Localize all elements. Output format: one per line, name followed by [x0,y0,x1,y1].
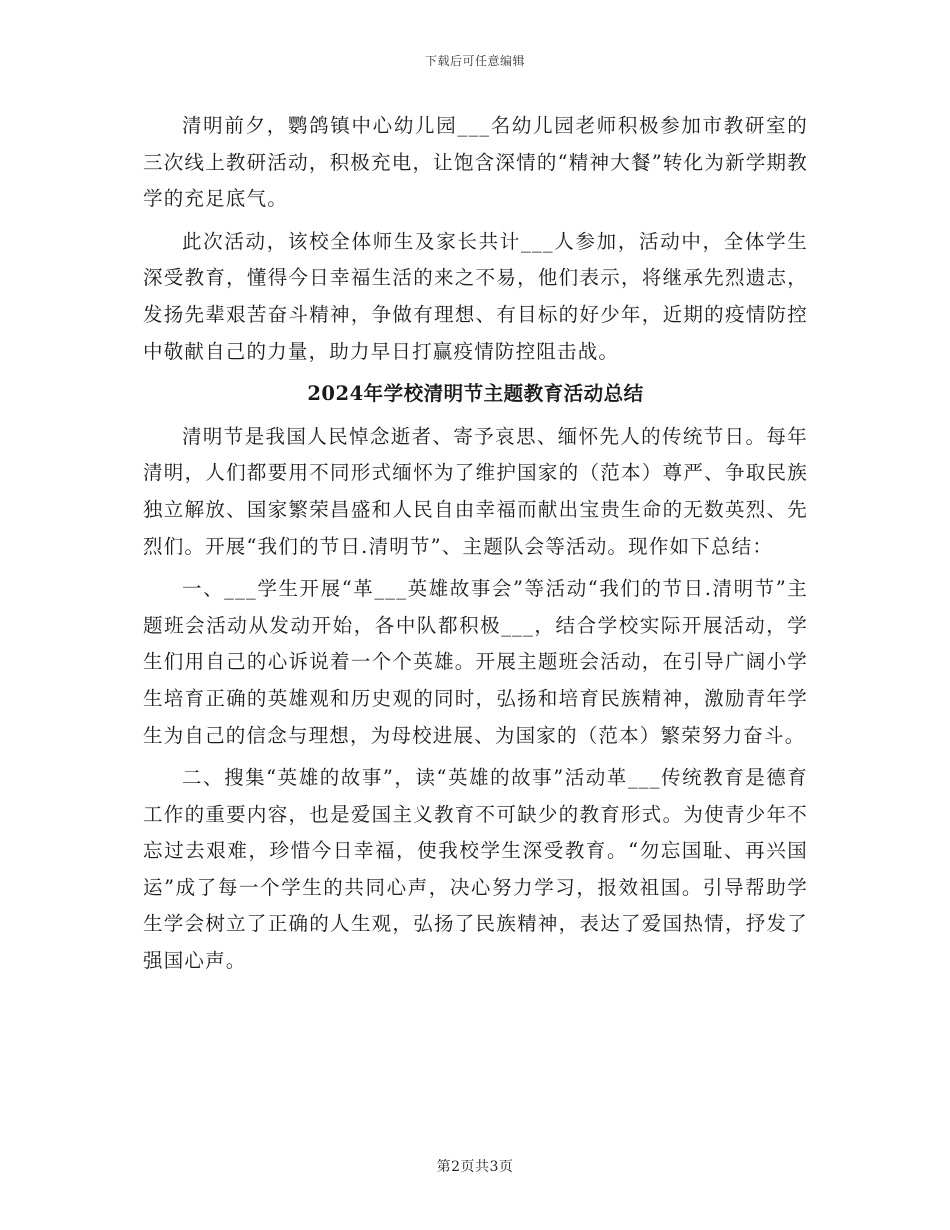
paragraph-3: 清明节是我国人民悼念逝者、寄予哀思、缅怀先人的传统节日。每年清明，人们都要用不同形式缅怀为了维护国家的（范本）尊严、争取民族独立解放、国家繁荣昌盛和人民自由幸福而献出宝贵生命的无数英烈、先烈们。开展“我们的节日.清明节”、主题队会等活动。现作如下总结： [143,424,808,558]
paragraph-2: 此次活动，该校全体师生及家长共计___人参加，活动中，全体学生深受教育，懂得今日幸福生活的来之不易，他们表示，将继承先烈遗志，发扬先辈艰苦奋斗精神，争做有理想、有目标的好少年，近期的疫情防控中敬献自己的力量，助力早日打赢疫情防控阻击战。 [143,229,808,363]
section-title: 2024年学校清明节主题教育活动总结 [307,382,644,406]
document-body [143,108,808,980]
paragraph-5: 二、搜集“英雄的故事”，读“英雄的故事”活动革___传统教育是德育工作的重要内容，也是爱国主义教育不可缺少的教育形式。为使青少年不忘过去艰难，珍惜今日幸福，使我校学生深受教育。“勿忘国耻、再兴国运”成了每一个学生的共同心声，决心努力学习，报效祖国。引导帮助学生学会树立了正确的人生观，弘扬了民族精神，表达了爱国热情，抒发了强国心声。 [143,766,808,973]
paragraph-4: 一、___学生开展“革___英雄故事会”等活动“我们的节日.清明节”主题班会活动从发动开始，各中队都积极___，结合学校实际开展活动，学生们用自己的心诉说着一个个英雄。开展主题班会活动，在引导广阔小学生培育正确的英雄观和历史观的同时，弘扬和培育民族精神，激励青年学生为自己的信念与理想，为母校进展、为国家的（范本）繁荣努力奋斗。 [143,577,808,747]
page-indicator: 第2页共3页 [436,1159,514,1175]
paragraph-1: 清明前夕，鹦鸽镇中心幼儿园___名幼儿园老师积极参加市教研室的三次线上教研活动，积极充电，让饱含深情的“精神大餐”转化为新学期教学的充足底气。 [143,114,808,211]
header-note: 下载后可任意编辑 [424,54,525,68]
